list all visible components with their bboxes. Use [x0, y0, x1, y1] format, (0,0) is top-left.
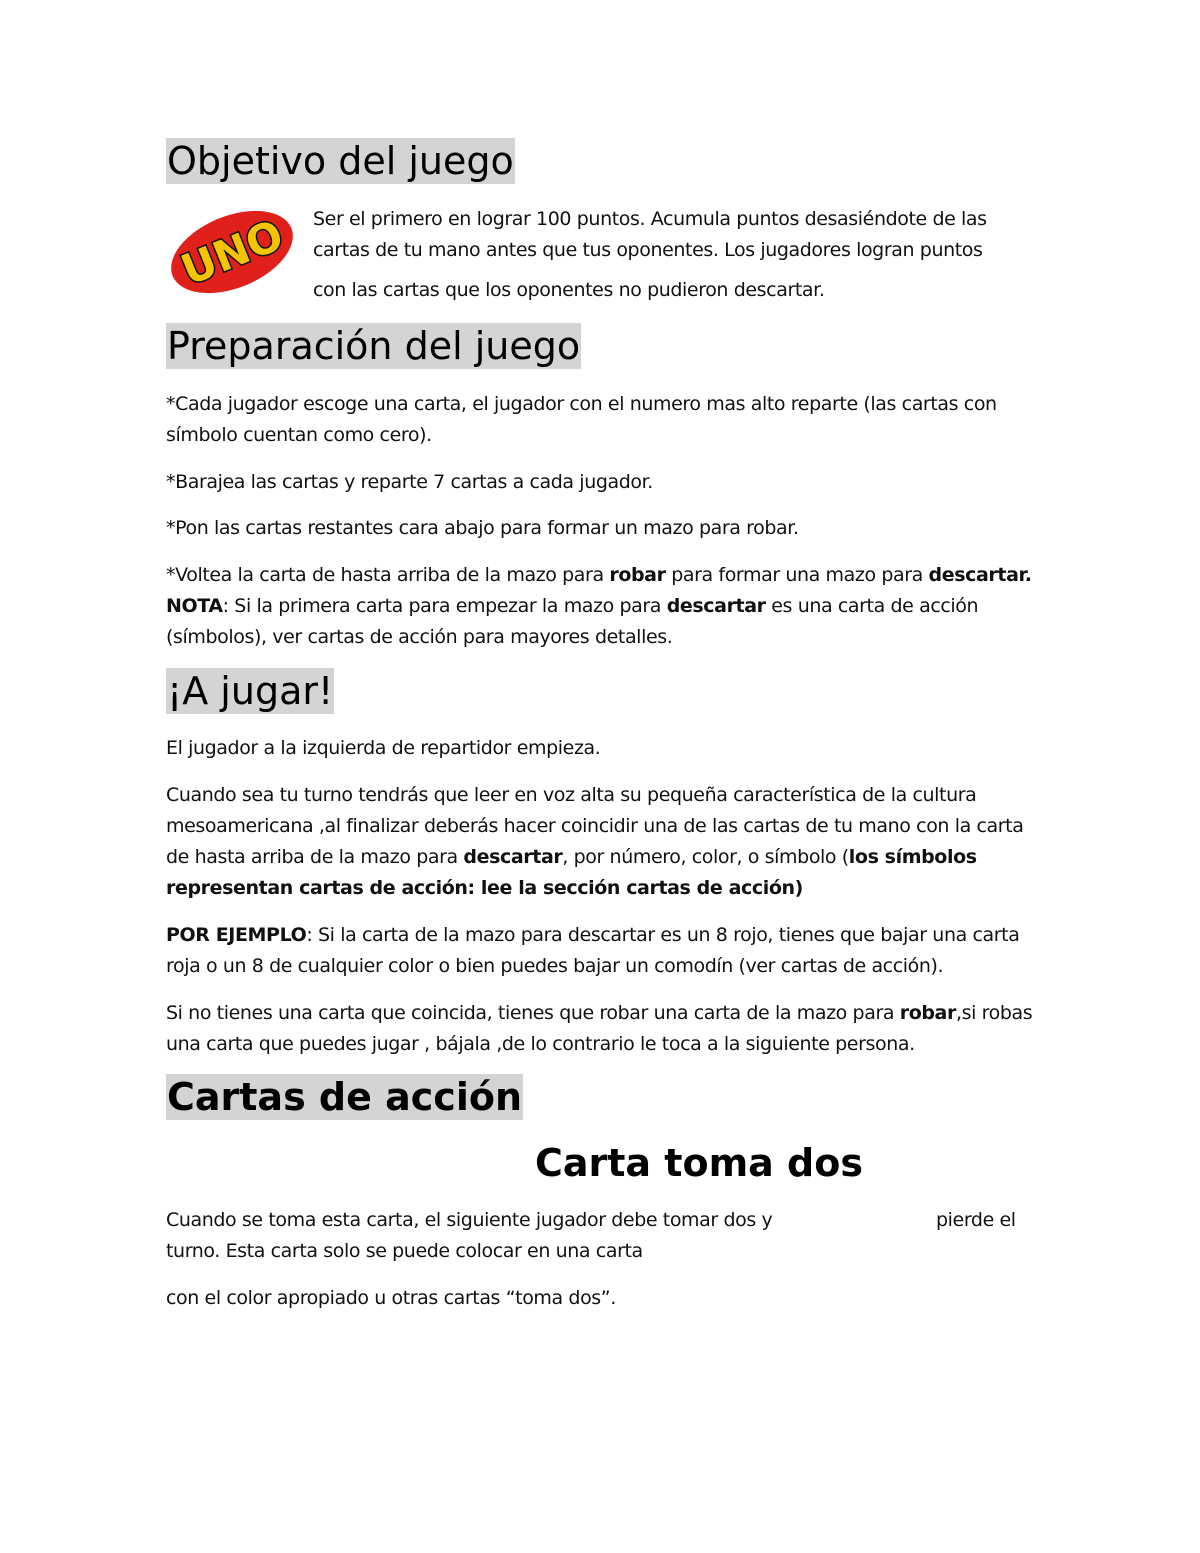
uno-logo-text: UNO [174, 210, 291, 295]
draw-two-text-1c: turno. Esta carta solo se puede colocar en una carta [166, 1240, 643, 1262]
draw-two-text-1a: Cuando se toma esta carta, el siguiente jugador debe tomar dos y [166, 1209, 773, 1231]
draw-two-subheading: Carta toma dos [535, 1141, 863, 1185]
setup-paragraph-2: *Barajea las cartas y reparte 7 cartas a cada jugador. [166, 471, 653, 493]
play-paragraph-3: POR EJEMPLO: Si la carta de la mazo para descartar es un 8 rojo, tienes que bajar una carta roja o un 8 de cualquier color o bien puedes bajar un comodín (ver cartas de acción). [166, 924, 1020, 977]
objective-line-2: cartas de tu mano antes que tus oponentes. Los jugadores logran puntos [313, 239, 983, 261]
setup-paragraph-1: *Cada jugador escoge una carta, el jugador con el numero mas alto reparte (las cartas con símbolo cuentan como cero). [166, 393, 997, 446]
objective-line-3: con las cartas que los oponentes no pudieron descartar. [313, 279, 825, 301]
objective-heading: Objetivo del juego [167, 139, 514, 183]
play-paragraph-4: Si no tienes una carta que coincida, tienes que robar una carta de la mazo para robar,si robas una carta que puedes jugar , bájala ,de lo contrario le toca a la siguiente persona. [166, 1002, 1033, 1055]
draw-two-text-1b: pierde el [936, 1209, 1016, 1231]
objective-line-1: Ser el primero en lograr 100 puntos. Acumula puntos desasiéndote de las [313, 208, 987, 230]
play-heading: ¡A jugar! [167, 669, 334, 713]
play-paragraph-2: Cuando sea tu turno tendrás que leer en voz alta su pequeña característica de la cultura mesoamericana ,al finalizar deberás hacer coincidir una de las cartas de tu mano con la carta de hasta arriba de la mazo para descartar, por número, color, o símbolo (los símbolos representan cartas de acción: lee la sección cartas de acción) [166, 784, 1024, 899]
play-paragraph-1: El jugador a la izquierda de repartidor empieza. [166, 737, 601, 759]
setup-paragraph-3: *Pon las cartas restantes cara abajo para formar un mazo para robar. [166, 517, 799, 539]
action-cards-heading: Cartas de acción [167, 1075, 523, 1119]
uno-logo [166, 205, 298, 299]
setup-paragraph-4: *Voltea la carta de hasta arriba de la mazo para robar para formar una mazo para descartar. NOTA: Si la primera carta para empezar la mazo para descartar es una carta de acción (símbolos), ver cartas de acción para mayores detalles. [166, 564, 1032, 648]
setup-heading: Preparación del juego [167, 324, 581, 368]
draw-two-text-2: con el color apropiado u otras cartas “toma dos”. [166, 1287, 616, 1309]
